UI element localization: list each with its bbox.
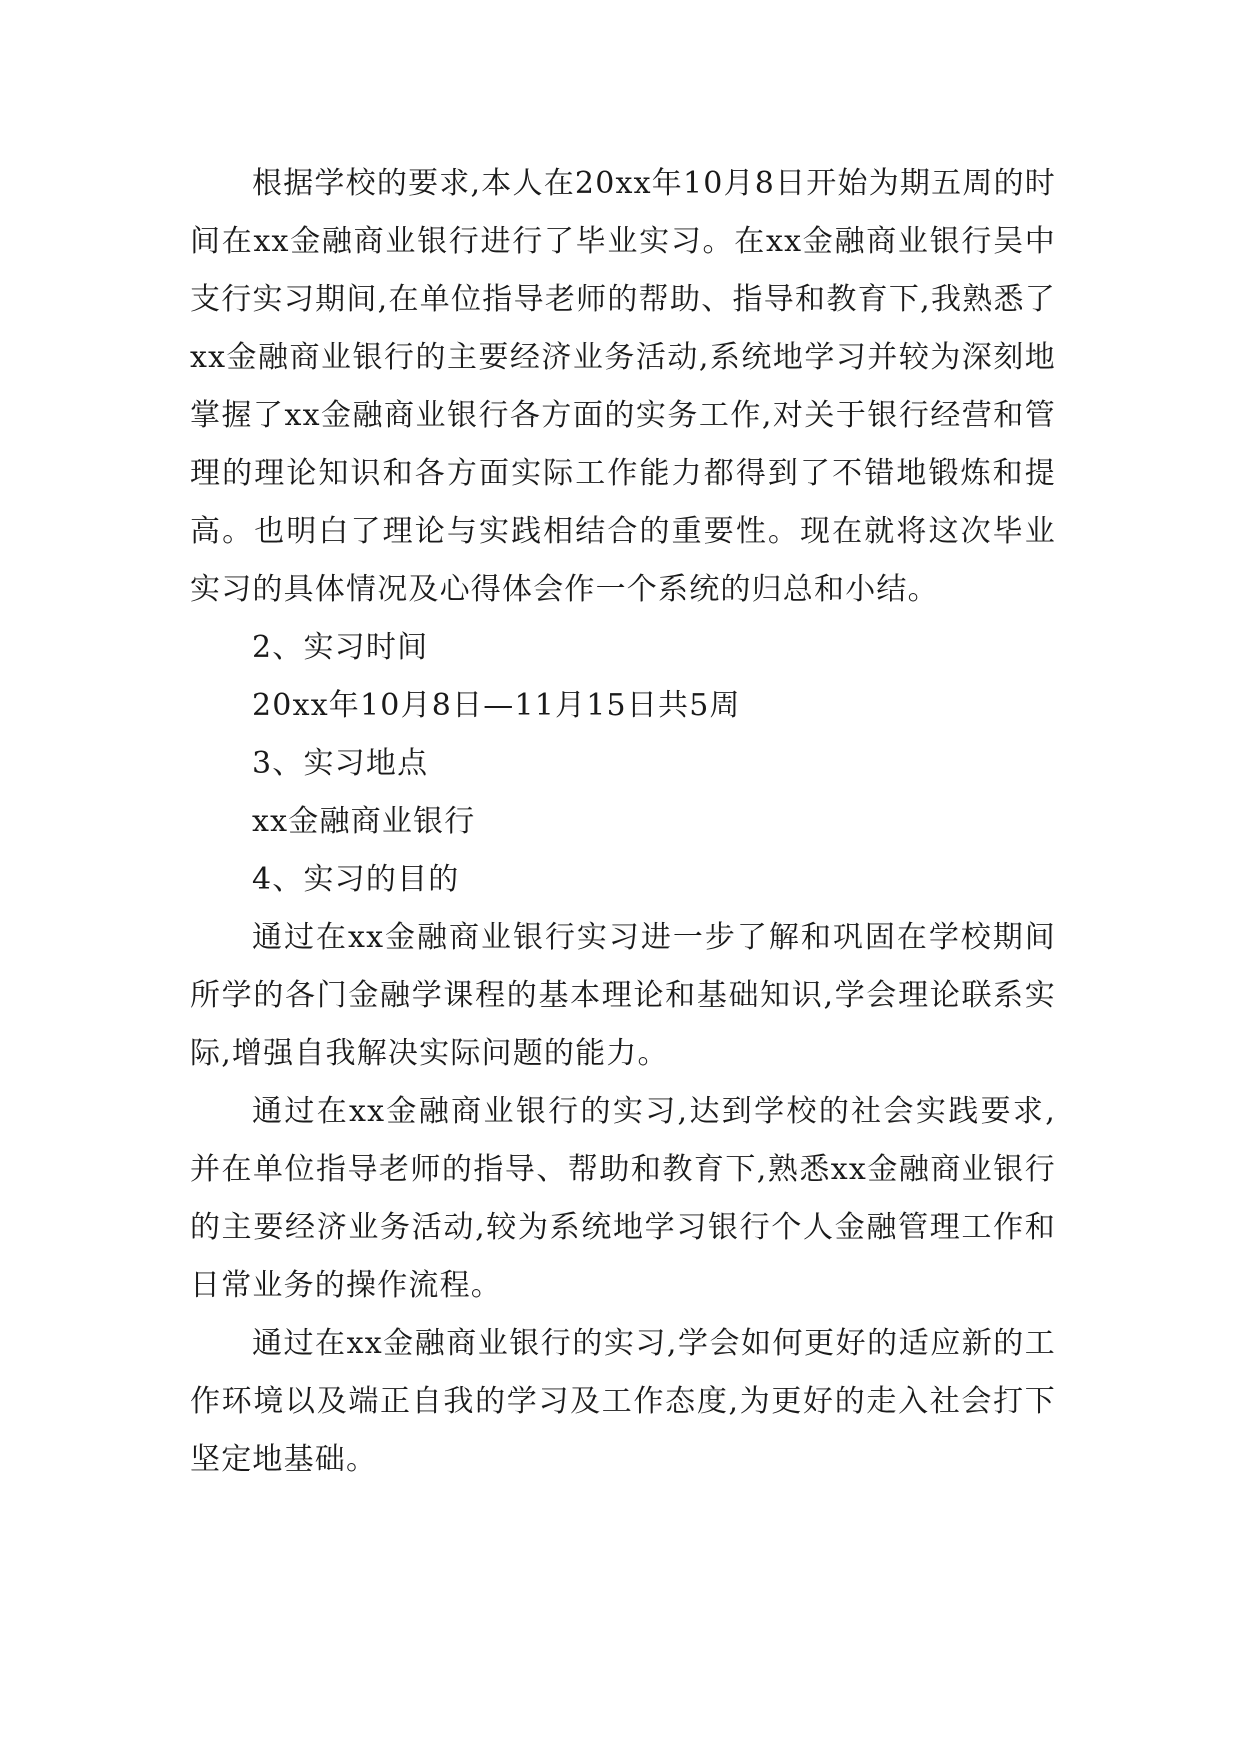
heading-internship-time: 2、实习时间 (252, 630, 429, 665)
document-body (190, 155, 1056, 1489)
internship-location-value: xx金融商业银行 (252, 804, 476, 839)
paragraph-intro: 根据学校的要求,本人在20xx年10月8日开始为期五周的时间在xx金融商业银行进行了毕业实习。在xx金融商业银行吴中支行实习期间,在单位指导老师的帮助、指导和教育下,我熟悉了xx金融商业银行的主要经济业务活动,系统地学习并较为深刻地掌握了xx金融商业银行各方面的实务工作,对关于银行经营和管理的理论知识和各方面实际工作能力都得到了不错地锻炼和提高。也明白了理论与实践相结合的重要性。现在就将这次毕业实习的具体情况及心得体会作一个系统的归总和小结。 (190, 166, 1056, 607)
internship-time-value: 20xx年10月8日—11月15日共5周 (252, 688, 741, 723)
heading-internship-location: 3、实习地点 (252, 746, 429, 781)
paragraph-purpose-1: 通过在xx金融商业银行实习进一步了解和巩固在学校期间所学的各门金融学课程的基本理论和基础知识,学会理论联系实际,增强自我解决实际问题的能力。 (190, 920, 1056, 1071)
paragraph-purpose-3: 通过在xx金融商业银行的实习,学会如何更好的适应新的工作环境以及端正自我的学习及工作态度,为更好的走入社会打下坚定地基础。 (190, 1326, 1056, 1477)
heading-internship-purpose: 4、实习的目的 (252, 862, 460, 897)
paragraph-purpose-2: 通过在xx金融商业银行的实习,达到学校的社会实践要求,并在单位指导老师的指导、帮助和教育下,熟悉xx金融商业银行的主要经济业务活动,较为系统地学习银行个人金融管理工作和日常业务的操作流程。 (190, 1094, 1056, 1303)
